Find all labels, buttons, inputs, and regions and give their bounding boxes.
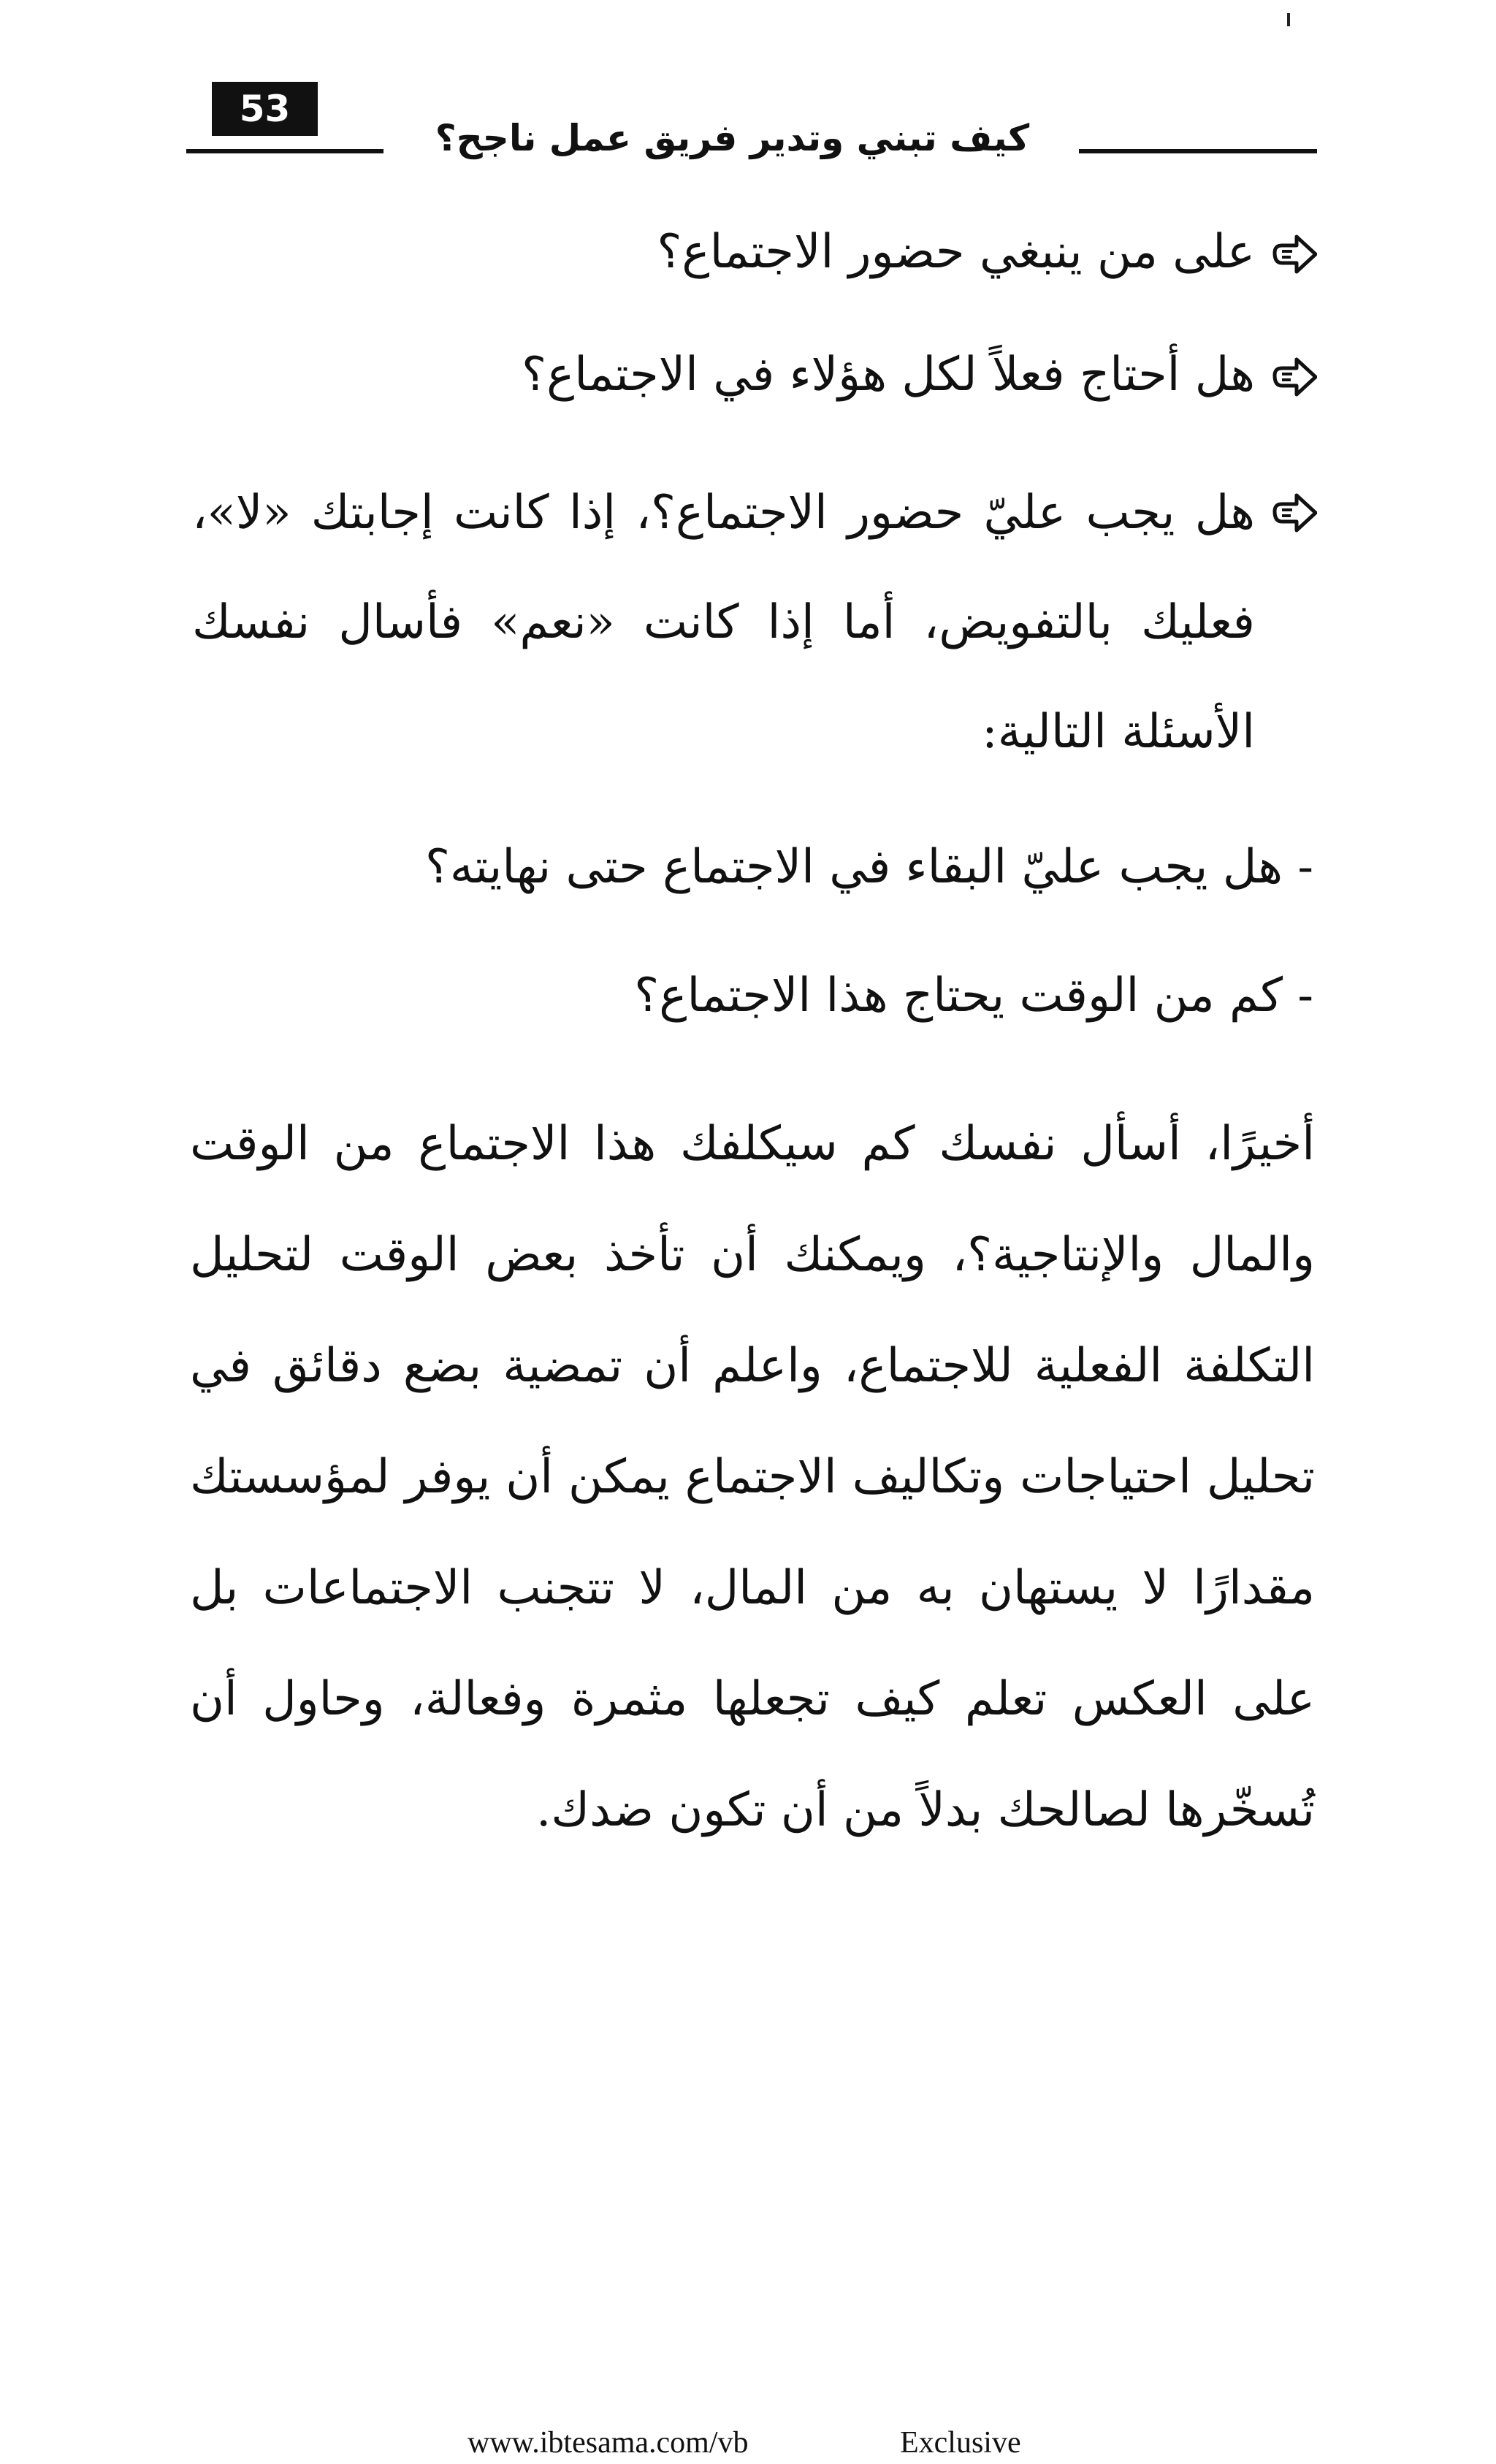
closing-paragraph: أخيرًا، أسأل نفسك كم سيكلفك هذا الاجتماع من الوقت والمال والإنتاجية؟، ويمكنك أن تأخذ بعض الوقت لتحليل التكلفة الفعلية للاجتماع، واعلم أن تمضية بضع دقائق في تحليل احتياجات وتكاليف الاجتماع يمكن أن يوفر لمؤسستك مقدارًا لا يستهان به من المال، لا تتجنب الاجتماعات بل على العكس تعلم كيف تجعلها مثمرة وفعالة، وحاول أن تُسخّرها لصالحك بدلاً من أن تكون ضدك. <box>190 1117 1315 1837</box>
page-number: 53 <box>212 82 318 136</box>
question-item: هل أحتاج فعلاً لكل هؤلاء في الاجتماع؟ <box>522 348 1255 402</box>
running-title: كيف تبني وتدير فريق عمل ناجح؟ <box>435 117 1030 159</box>
header-rule-left <box>186 149 383 153</box>
question-item: هل يجب عليّ حضور الاجتماع؟، إذا كانت إجابتك «لا»، فعليك بالتفويض، أما إذا كانت «نعم» فأسال نفسك الأسئلة التالية: <box>192 486 1255 759</box>
scan-mark <box>1287 13 1290 26</box>
hand-pointing-icon <box>1272 355 1317 399</box>
header-rule-right <box>1079 149 1317 153</box>
footer-url: www.ibtesama.com/vb <box>468 2426 749 2460</box>
hand-pointing-icon <box>1272 491 1317 535</box>
sub-question-item: - هل يجب عليّ البقاء في الاجتماع حتى نهايته؟ <box>424 840 1313 894</box>
sub-question-item: - كم من الوقت يحتاج هذا الاجتماع؟ <box>634 969 1313 1023</box>
running-header <box>186 82 1317 159</box>
footer-tag: Exclusive <box>900 2426 1021 2460</box>
hand-pointing-icon <box>1272 232 1317 276</box>
question-item: على من ينبغي حضور الاجتماع؟ <box>657 225 1255 279</box>
